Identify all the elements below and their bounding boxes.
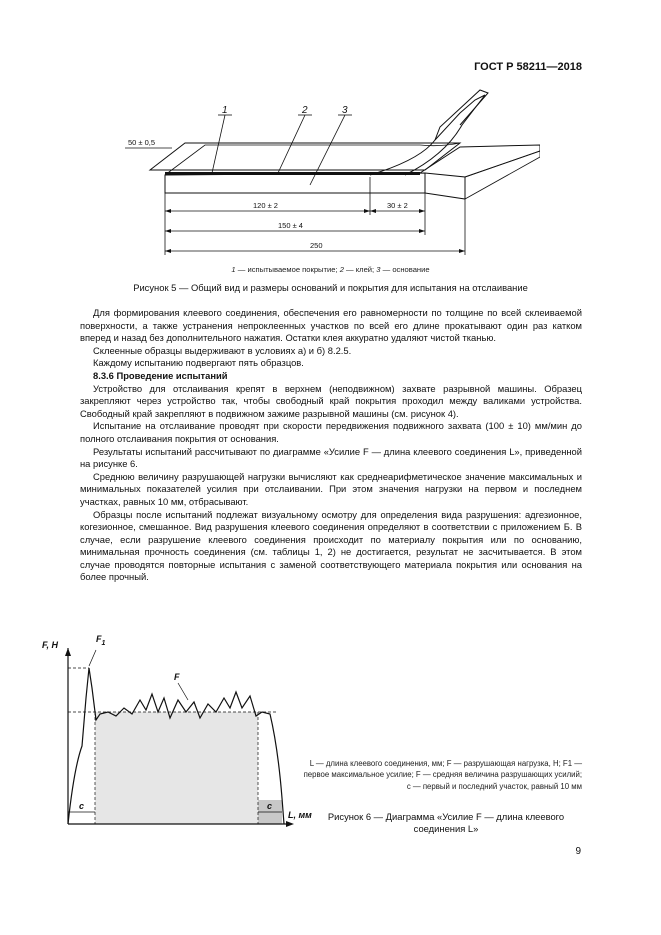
x-axis-label: L, мм bbox=[288, 810, 312, 820]
peak-leader bbox=[89, 650, 96, 666]
dim-width-label: 50 ± 0,5 bbox=[128, 138, 156, 147]
label-2: 2 bbox=[302, 105, 308, 116]
label-1: 1 bbox=[222, 105, 228, 116]
dim-30-label: 30 ± 2 bbox=[387, 201, 408, 210]
section-heading: 8.3.6 Проведение испытаний bbox=[93, 369, 228, 381]
paragraph: Образцы после испытаний подлежат визуальному осмотру для определения вида разрушения: адгезионное, когезионное, смешанное. Вид разрушения клеевого соединения определяют в соответствии с приложением Б. В случае, если разрушение клеевого соединения происходит по материалу покрытия или по основанию, минимальная прочность соединения (см. таблицы 1, 2) не достигается, результат не засчитывается. В этом случае проводятся повторные испытания с заменой соответствующего материала покрытия или основания на более прочный. bbox=[80, 508, 582, 583]
paragraph: Испытание на отслаивание проводят при скорости передвижения подвижного захвата (100 ± 10) мм/мин до полного отслаивания покрытия от основания. bbox=[80, 420, 582, 444]
figure-5-caption: Рисунок 5 — Общий вид и размеры оснований и покрытия для испытания на отслаивание bbox=[133, 282, 528, 293]
body-text bbox=[80, 307, 582, 584]
figure-6-legend: L — длина клеевого соединения, мм; F — разрушающая нагрузка, Н; F1 — первое максимальное усилие; F — средняя величина разрушающих усилий; c — первый и последний участок, равный 10 мм bbox=[303, 759, 582, 791]
figure-5-drawing bbox=[120, 85, 540, 270]
mean-area bbox=[95, 712, 258, 824]
peeled-coating bbox=[370, 95, 485, 175]
paragraph: Склеенные образцы выдерживают в условиях а) и б) 8.2.5. bbox=[93, 344, 352, 356]
coating-strip bbox=[150, 143, 460, 170]
mean-label: F bbox=[174, 672, 180, 682]
y-axis-label: F, Н bbox=[42, 640, 59, 650]
paragraph: Для формирования клеевого соединения, обеспечения его равномерности по толщине по всей склеиваемой поверхности, а также устранения непроклеенных участков по всей его длине прокатывают один раз катком вперед и назад без дополнительного нажатия. Остатки клея аккуратно удаляют чистой тканью. bbox=[80, 307, 582, 344]
segment-label-right: c bbox=[267, 801, 273, 811]
leader-2 bbox=[278, 115, 305, 173]
figure-5-legend: 1 — испытываемое покрытие; 2 — клей; 3 — основание bbox=[231, 265, 430, 274]
label-3: 3 bbox=[342, 105, 348, 116]
y-axis-arrow bbox=[65, 648, 71, 656]
paragraph: Устройство для отслаивания крепят в верхнем (неподвижном) захвате разрывной машины. Образец закрепляют через устройство так, чтобы свободный край покрытия проходил между валиками устройства. Свободный край закрепляют в подвижном зажиме разрывной машины (см. рисунок 4). bbox=[80, 382, 582, 419]
dim-150-label: 150 ± 4 bbox=[278, 221, 303, 230]
figure-6-caption: Рисунок 6 — Диаграмма «Усилие F — длина клеевого соединения L» bbox=[327, 811, 565, 835]
peak-label: $F_1$ bbox=[96, 634, 106, 647]
base-side-face bbox=[465, 151, 540, 199]
paragraph: Среднюю величину разрушающей нагрузки вычисляют как среднеарифметическое значение максимальных и минимальных показателей усилия при отслаивании. При этом значения нагрузки на первом и последнем участках, равных 10 мм, отбрасывают. bbox=[80, 470, 582, 507]
page-number: 9 bbox=[575, 846, 581, 857]
x-axis-arrow bbox=[286, 821, 294, 827]
adhesive-layer bbox=[165, 172, 420, 175]
leader-1 bbox=[212, 115, 225, 173]
base-front bbox=[165, 173, 425, 193]
segment-label-left: c bbox=[79, 801, 85, 811]
dim-250-label: 250 bbox=[310, 241, 323, 250]
dim-120-label: 120 ± 2 bbox=[253, 201, 278, 210]
mean-leader bbox=[178, 683, 188, 700]
paragraph: Каждому испытанию подвергают пять образцов. bbox=[93, 357, 304, 369]
document-header: ГОСТ Р 58211—2018 bbox=[474, 61, 582, 73]
figure-6-diagram bbox=[38, 628, 333, 833]
paragraph: Результаты испытаний рассчитывают по диаграмме «Усилие F — длина клеевого соединения L», приведенной на рисунке 6. bbox=[80, 445, 582, 470]
base-right-side bbox=[425, 173, 465, 199]
